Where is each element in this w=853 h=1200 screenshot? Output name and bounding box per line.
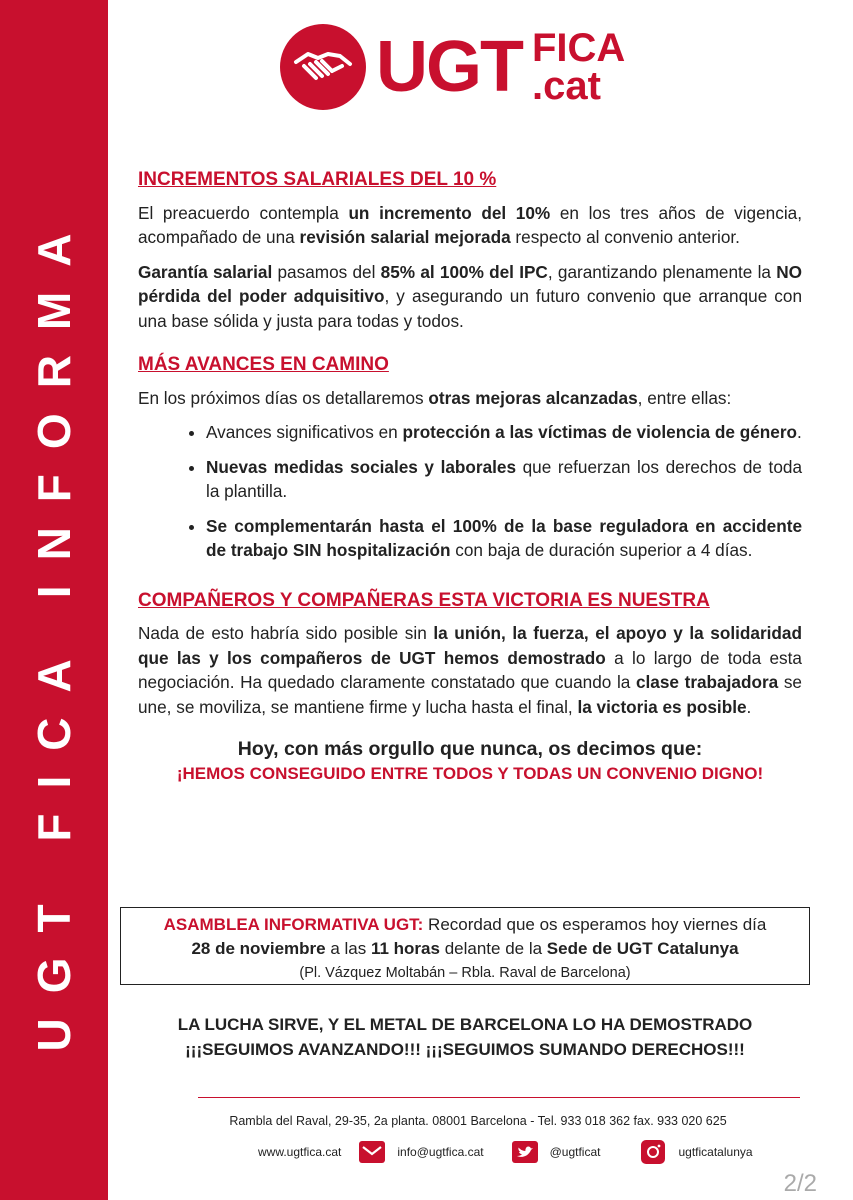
slogan-line: ¡¡¡SEGUIMOS AVANZANDO!!! ¡¡¡SEGUIMOS SUMANDO DERECHOS!!! [185,1040,745,1059]
heading-more-advances: MÁS AVANCES EN CAMINO [138,354,389,375]
ugt-fica-logo [280,22,625,112]
advances-list [138,420,802,563]
slogan-line: LA LUCHA SIRVE, Y EL METAL DE BARCELONA LO HA DEMOSTRADO [177,1015,753,1034]
twitter-icon [512,1140,538,1164]
instagram-icon [640,1140,666,1164]
email-icon [359,1140,385,1164]
paragraph-victory: Nada de esto habría sido posible sin la unión, la fuerza, el apoyo y la solidaridad que las y los compañeros de UGT hemos demostrado a lo largo de toda esta negociación. Ha quedado claramente constatado que cuando la clase trabajadora se une, se moviliza, se mantiene firme y lucha hasta el final, la victoria es posible. [138,623,802,717]
twitter-handle[interactable]: @ugtficat [549,1145,601,1159]
assembly-date: 28 de noviembre [191,939,326,958]
paragraph-preacuerdo: El preacuerdo contempla un incremento del 10% en los tres años de vigencia, acompañado de una revisión salarial mejorada respecto al convenio anterior. [138,202,802,247]
main-content [138,168,802,786]
assembly-address: (Pl. Vázquez Moltabán – Rbla. Raval de Barcelona) [299,965,631,981]
list-item: • Avances significativos en protección a las víctimas de violencia de género. [206,420,802,445]
footer-divider [198,1097,800,1098]
logo-fica-text: FICA [531,26,626,70]
list-item: • Se complementarán hasta el 100% de la base reguladora en accidente de trabajo SIN hospitalización con baja de duración superior a 4 días. [206,514,802,563]
assembly-notice-box: ASAMBLEA INFORMATIVA UGT: Recordad que os esperamos hoy viernes día 28 de noviembre a las 11 horas delante de la Sede de UGT Catalunya (Pl. Vázquez Moltabán – Rbla. Raval de Barcelona) [120,907,810,985]
assembly-time: 11 horas [370,939,440,958]
paragraph-intro-advances: En los próximos días os detallaremos otras mejoras alcanzadas, entre ellas: [138,387,732,408]
page-number: 2/2 [783,1170,817,1197]
convenio-digno-line: ¡HEMOS CONSEGUIDO ENTRE TODOS Y TODAS UN CONVENIO DIGNO! [176,763,764,783]
handshake-icon [280,24,366,110]
logo-ugt-text: UGT [376,27,522,107]
sidebar-title: UGT FICA INFORMA [28,208,80,1052]
proud-line: Hoy, con más orgullo que nunca, os decimos que: [237,738,703,760]
paragraph-garantia: Garantía salarial pasamos del 85% al 100% del IPC, garantizando plenamente la NO pérdida del poder adquisitivo, y asegurando un futuro convenio que arranque con una base sólida y justa para todas y todos. [138,261,803,331]
email-link[interactable]: info@ugtfica.cat [397,1145,484,1159]
closing-slogans [120,1012,810,1062]
instagram-handle[interactable]: ugtficatalunya [678,1145,753,1159]
heading-victory: COMPAÑEROS Y COMPAÑERAS ESTA VICTORIA ES NUESTRA [138,589,710,611]
website-link[interactable]: www.ugtfica.cat [258,1145,342,1159]
assembly-label: ASAMBLEA INFORMATIVA UGT: [163,915,424,934]
sidebar-banner [0,0,108,1200]
footer-address: Rambla del Raval, 29-35, 2a planta. 08001 Barcelona - Tel. 933 018 362 fax. 933 020 625 [229,1114,727,1128]
logo-cat-text: .cat [531,64,601,108]
heading-salary-increase: INCREMENTOS SALARIALES DEL 10 % [138,169,497,190]
proud-statement [138,737,802,786]
list-item: • Nuevas medidas sociales y laborales que refuerzan los derechos de toda la plantilla. [206,455,802,504]
assembly-place: Sede de UGT Catalunya [546,939,739,958]
footer-social [258,1140,778,1164]
